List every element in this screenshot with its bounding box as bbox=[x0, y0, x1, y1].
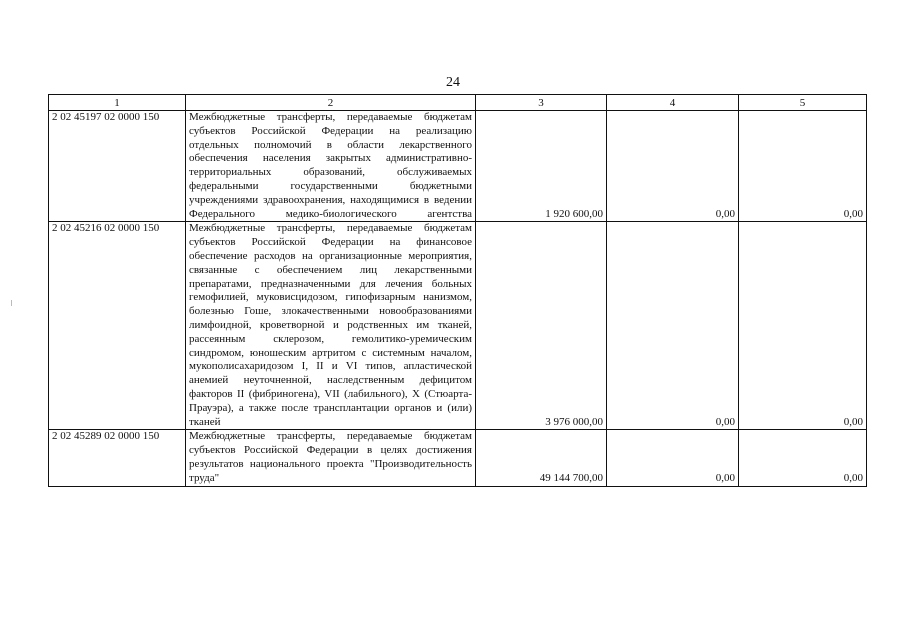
amount-col3-cell: 3 976 000,00 bbox=[476, 222, 607, 430]
table-header-row bbox=[49, 95, 867, 111]
amount-col3-cell: 49 144 700,00 bbox=[476, 430, 607, 486]
amount-col5-cell: 0,00 bbox=[739, 111, 867, 222]
table-row bbox=[49, 222, 867, 430]
column-header-2: 2 bbox=[186, 95, 476, 111]
scan-margin-mark bbox=[11, 300, 12, 306]
column-header-1: 1 bbox=[49, 95, 186, 111]
budget-code-cell: 2 02 45216 02 0000 150 bbox=[49, 222, 186, 430]
budget-code-cell: 2 02 45197 02 0000 150 bbox=[49, 111, 186, 222]
description-cell: Межбюджетные трансферты, передаваемые бюджетам субъектов Российской Федерации на реализацию отдельных полномочий в области лекарственного обеспечения населения закрытых административно-территориальных образований, обслуживаемых федеральными государственными бюджетными учреждениями здравоохранения, находящимися в ведении Федерального медико-биологического агентства bbox=[186, 111, 476, 222]
table-row bbox=[49, 430, 867, 486]
description-cell: Межбюджетные трансферты, передаваемые бюджетам субъектов Российской Федерации на финансовое обеспечение расходов на организационные мероприятия, связанные с обеспечением лиц лекарственными препаратами, предназначенными для лечения больных гемофилией, муковисцидозом, гипофизарным нанизмом, болезнью Гоше, злокачественными новообразованиями лимфоидной, кроветворной и родственных им тканей, рассеянным склерозом, гемолитико-уремическим синдромом, юношеским артритом с системным началом, мукополисахаридозом I, II и VI типов, апластической анемией неуточненной, наследственным дефицитом факторов II (фибриногена), VII (лабильного), X (Стюарта-Прауэра), а также после трансплантации органов и (или) тканей bbox=[186, 222, 476, 430]
page-number: 24 bbox=[446, 75, 460, 90]
amount-col4-cell: 0,00 bbox=[607, 111, 739, 222]
amount-col5-cell: 0,00 bbox=[739, 222, 867, 430]
budget-table bbox=[48, 94, 867, 487]
amount-col3-cell: 1 920 600,00 bbox=[476, 111, 607, 222]
amount-col4-cell: 0,00 bbox=[607, 222, 739, 430]
amount-col4-cell: 0,00 bbox=[607, 430, 739, 486]
column-header-5: 5 bbox=[739, 95, 867, 111]
description-cell: Межбюджетные трансферты, передаваемые бюджетам субъектов Российской Федерации в целях достижения результатов национального проекта "Производительность труда" bbox=[186, 430, 476, 486]
budget-code-cell: 2 02 45289 02 0000 150 bbox=[49, 430, 186, 486]
amount-col5-cell: 0,00 bbox=[739, 430, 867, 486]
column-header-3: 3 bbox=[476, 95, 607, 111]
table-row bbox=[49, 111, 867, 222]
column-header-4: 4 bbox=[607, 95, 739, 111]
